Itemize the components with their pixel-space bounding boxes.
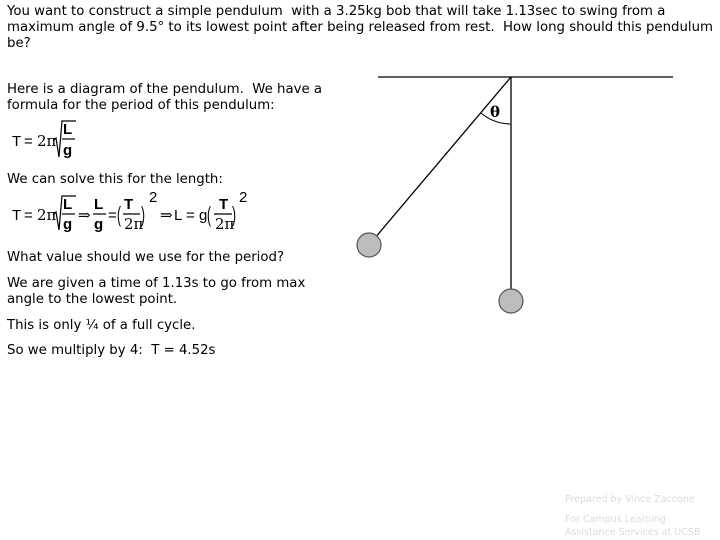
credit-author: Prepared by Vince Zaccone — [565, 494, 695, 505]
deriv-g-result: g — [199, 207, 208, 224]
deriv-equals-3: = — [186, 207, 195, 224]
deriv-paren-right-2: ) — [232, 202, 236, 227]
formula-equals: = — [24, 133, 33, 150]
angle-label-theta: θ — [490, 103, 501, 121]
deriv-two-pi-1: 2π — [37, 206, 57, 224]
formula-g: g — [63, 142, 73, 159]
diagram-intro-text: Here is a diagram of the pendulum. We have a formula for the period of this pendulum: — [7, 82, 327, 113]
given-time-text: We are given a time of 1.13s to go from max angle to the lowest point. — [7, 276, 310, 307]
deriv-L-2: L — [94, 196, 104, 213]
deriv-two-pi-2: 2π — [124, 215, 144, 233]
deriv-T: T — [12, 207, 22, 224]
bob-lowest — [499, 289, 523, 313]
deriv-implies-1: ⇒ — [78, 206, 91, 224]
pendulum-diagram — [357, 77, 673, 313]
formula-two-pi: 2π — [37, 132, 57, 150]
deriv-equals-1: = — [24, 207, 33, 224]
length-derivation-formula — [12, 189, 247, 233]
deriv-equals-2: = — [108, 207, 117, 224]
period-formula — [12, 121, 76, 159]
period-question-text: What value should we use for the period? — [7, 250, 285, 265]
deriv-implies-2: ⇒ — [160, 206, 173, 224]
credit-organization: For Campus Learning Assistance Services at UCSB — [565, 514, 701, 538]
deriv-paren-right-1: ) — [141, 202, 145, 227]
problem-statement: You want to construct a simple pendulum with a 3.25kg bob that will take 1.13sec to swing from a maximum angle of 9.5° to its lowest point after being released from rest. How long should this pendulum be? — [7, 4, 718, 51]
formula-T: T — [12, 133, 22, 150]
bob-displaced — [357, 233, 381, 257]
deriv-paren-left-1: ( — [117, 202, 121, 227]
solve-for-length-text: We can solve this for the length: — [7, 172, 223, 187]
formula-L: L — [63, 121, 73, 138]
deriv-two-pi-3: 2π — [215, 215, 235, 233]
deriv-T-num-1: T — [124, 196, 134, 213]
deriv-exponent-2: 2 — [239, 189, 248, 206]
deriv-g-1: g — [63, 216, 73, 233]
deriv-T-num-2: T — [219, 196, 229, 213]
deriv-paren-left-2: ( — [207, 202, 211, 227]
quarter-cycle-text: This is only ¼ of a full cycle. — [7, 318, 196, 333]
period-result-text: So we multiply by 4: T = 4.52s — [7, 343, 216, 358]
deriv-exponent-1: 2 — [149, 189, 158, 206]
deriv-L-result: L — [174, 207, 183, 224]
deriv-L-1: L — [63, 196, 73, 213]
deriv-g-2: g — [94, 216, 104, 233]
